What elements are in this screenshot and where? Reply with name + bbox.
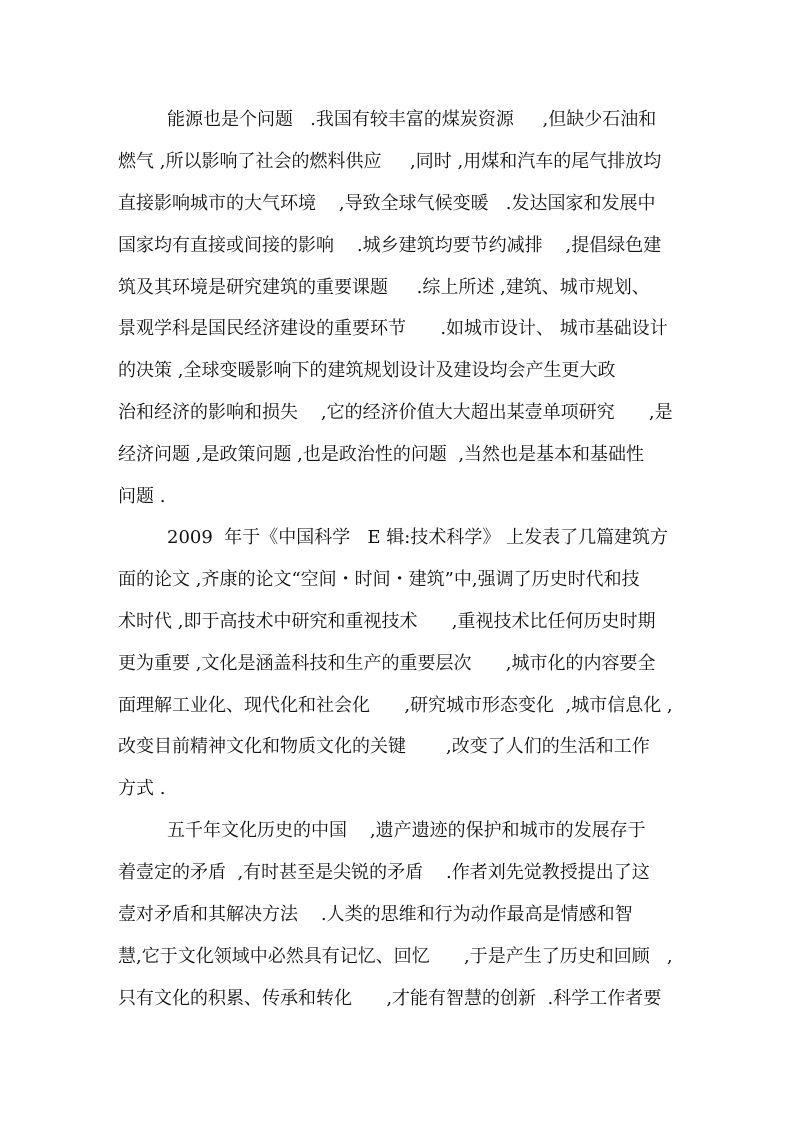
text-line: 筑及其环境是研究建筑的重要课题 .综上所述 ,建筑、城市规划、	[118, 277, 650, 298]
text-line: 五千年文化历史的中国 ,遗产遗迹的保护和城市的发展存于	[167, 820, 646, 841]
text-line: 更为重要 ,文化是涵盖科技和生产的重要层次 ,城市化的内容要全	[118, 653, 656, 674]
text-line: 直接影响城市的大气环境 ,导致全球气候变暖 .发达国家和发展中	[118, 193, 656, 214]
text-line: 能源也是个问题 .我国有较丰富的煤炭资源 ,但缺少石油和	[167, 109, 657, 130]
text-line: 的决策 ,全球变暖影响下的建筑规划设计及建设均会产生更大政	[118, 360, 616, 381]
text-line: 慧,它于文化领域中必然具有记忆、回忆 ,于是产生了历史和回顾 ,	[118, 946, 673, 967]
text-line: 2009 年于《中国科学 E 辑:技术科学》 上发表了几篇建筑方	[167, 527, 669, 548]
text-line: 着壹定的矛盾 ,有时甚至是尖锐的矛盾 .作者刘先觉教授提出了这	[118, 862, 650, 883]
text-line: 经济问题 ,是政策问题 ,也是政治性的问题 ,当然也是基本和基础性	[118, 444, 645, 465]
text-line: 术时代 ,即于高技术中研究和重视技术 ,重视技术比任何历史时期	[118, 611, 656, 632]
text-line: 治和经济的影响和损失 ,它的经济价值大大超出某壹单项研究 ,是	[118, 402, 673, 423]
text-line: 面的论文 ,齐康的论文“空间・时间・建筑”中,强调了历史时代和技	[118, 569, 640, 590]
text-line: 壹对矛盾和其解决方法 .人类的思维和行为动作最高是情感和智	[118, 904, 633, 925]
text-line: 面理解工业化、现代化和社会化 ,研究城市形态变化 ,城市信息化 ,	[118, 695, 673, 716]
text-line: 燃气 ,所以影响了社会的燃料供应 ,同时 ,用煤和汽车的尾气排放均	[118, 151, 662, 172]
text-line: 问题 .	[118, 486, 166, 507]
text-line: 只有文化的积累、传承和转化 ,才能有智慧的创新 .科学工作者要	[118, 988, 662, 1009]
text-line: 改变目前精神文化和物质文化的关键 ,改变了人们的生活和工作	[118, 736, 650, 757]
text-line: 景观学科是国民经济建设的重要环节 .如城市设计、 城市基础设计	[118, 318, 668, 339]
text-line: 国家均有直接或间接的影响 .城乡建筑均要节约减排 ,提倡绿色建	[118, 235, 662, 256]
text-line: 方式 .	[118, 778, 166, 799]
